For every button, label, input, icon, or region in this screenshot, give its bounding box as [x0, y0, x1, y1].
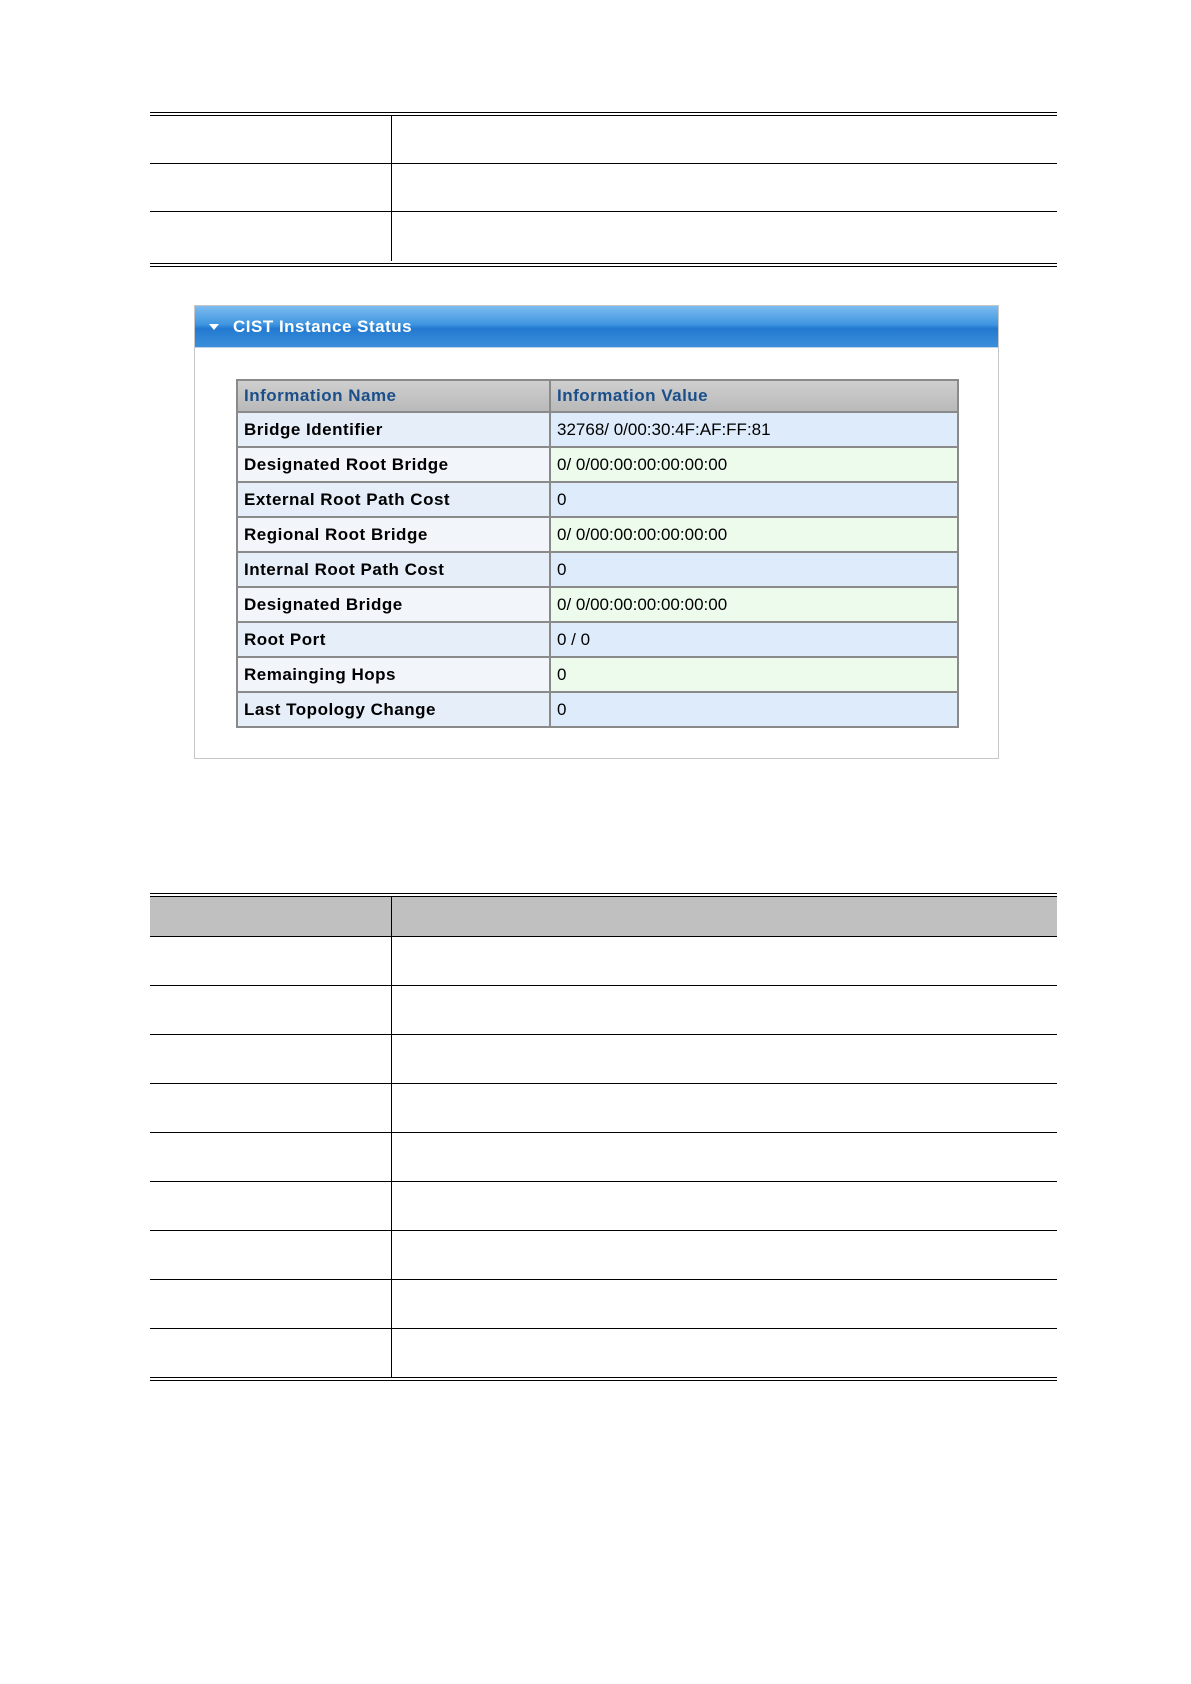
table-row — [150, 937, 1057, 986]
info-name-cell: Designated Bridge — [237, 587, 550, 622]
table-cell — [150, 1084, 392, 1132]
table-row — [150, 986, 1057, 1035]
table-row — [150, 1035, 1057, 1084]
table-header-row — [150, 897, 1057, 937]
info-name-cell: Regional Root Bridge — [237, 517, 550, 552]
table-row — [150, 164, 1057, 212]
table-row — [150, 1084, 1057, 1133]
table-cell — [150, 1280, 392, 1328]
table-cell — [392, 1231, 1057, 1279]
table-row — [150, 116, 1057, 164]
table-row — [237, 412, 958, 447]
table-cell — [150, 1231, 392, 1279]
table-row — [237, 482, 958, 517]
table-cell — [150, 986, 392, 1034]
table-cell — [392, 986, 1057, 1034]
panel-header[interactable] — [195, 306, 998, 348]
info-value-cell: 0 / 0 — [550, 622, 958, 657]
table-row — [150, 1280, 1057, 1329]
info-value-cell: 0/ 0/00:00:00:00:00:00 — [550, 447, 958, 482]
info-name-cell: Bridge Identifier — [237, 412, 550, 447]
table-cell — [392, 1084, 1057, 1132]
table-row — [237, 517, 958, 552]
info-value-cell: 0 — [550, 552, 958, 587]
table-cell — [392, 1280, 1057, 1328]
table-header-row — [237, 380, 958, 412]
doc-table-top — [150, 112, 1057, 267]
column-header-information-name: Information Name — [237, 380, 550, 412]
cist-status-table — [236, 379, 959, 728]
table-cell — [392, 1329, 1057, 1378]
table-row — [237, 657, 958, 692]
info-value-cell: 0 — [550, 482, 958, 517]
table-cell — [150, 164, 392, 211]
info-value-cell: 0 — [550, 657, 958, 692]
info-value-cell: 0/ 0/00:00:00:00:00:00 — [550, 517, 958, 552]
table-row — [150, 1182, 1057, 1231]
table-row — [237, 587, 958, 622]
info-name-cell: External Root Path Cost — [237, 482, 550, 517]
doc-table-bottom — [150, 893, 1057, 1381]
table-cell — [150, 1182, 392, 1230]
table-cell — [150, 1035, 392, 1083]
info-name-cell: Internal Root Path Cost — [237, 552, 550, 587]
table-row — [150, 1329, 1057, 1378]
table-cell — [392, 212, 1057, 261]
panel-title: CIST Instance Status — [233, 316, 413, 336]
table-row — [237, 447, 958, 482]
info-name-cell: Remainging Hops — [237, 657, 550, 692]
table-row — [150, 1133, 1057, 1182]
table-cell — [150, 212, 392, 261]
table-row — [150, 212, 1057, 261]
info-name-cell: Last Topology Change — [237, 692, 550, 727]
table-row — [237, 692, 958, 727]
table-cell — [150, 1329, 392, 1378]
table-header-cell — [150, 897, 392, 936]
table-cell — [392, 116, 1057, 163]
table-header-cell — [392, 897, 1057, 936]
info-name-cell: Root Port — [237, 622, 550, 657]
table-cell — [392, 1133, 1057, 1181]
table-cell — [150, 937, 392, 985]
table-cell — [392, 164, 1057, 211]
table-cell — [150, 116, 392, 163]
info-value-cell: 0/ 0/00:00:00:00:00:00 — [550, 587, 958, 622]
info-value-cell: 0 — [550, 692, 958, 727]
table-cell — [392, 1182, 1057, 1230]
table-row — [150, 1231, 1057, 1280]
table-cell — [150, 1133, 392, 1181]
table-row — [237, 622, 958, 657]
table-row — [237, 552, 958, 587]
collapse-triangle-icon[interactable] — [209, 324, 219, 330]
info-value-cell: 32768/ 0/00:30:4F:AF:FF:81 — [550, 412, 958, 447]
info-name-cell: Designated Root Bridge — [237, 447, 550, 482]
table-cell — [392, 1035, 1057, 1083]
table-cell — [392, 937, 1057, 985]
cist-instance-status-panel — [194, 305, 999, 759]
column-header-information-value: Information Value — [550, 380, 958, 412]
